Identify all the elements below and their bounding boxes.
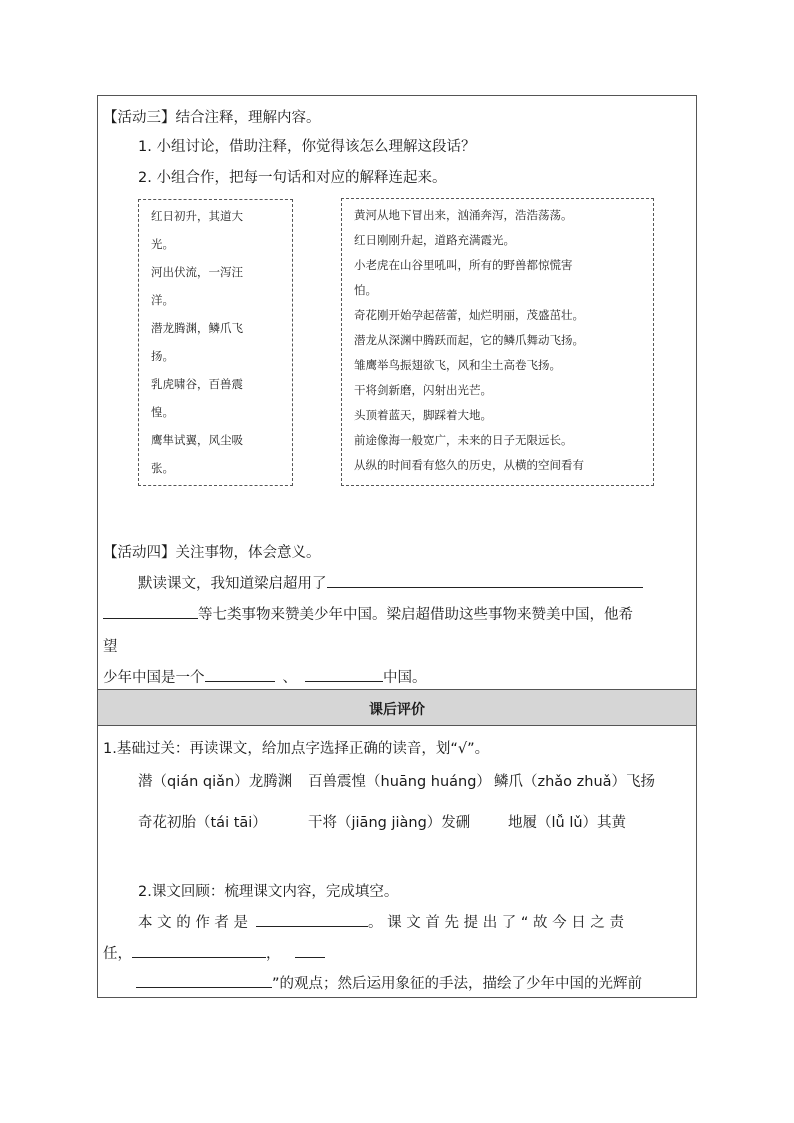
left-line: 乳虎啸谷，百兽震 xyxy=(151,377,243,391)
answer-blank[interactable] xyxy=(132,943,266,958)
answer-blank[interactable] xyxy=(256,912,368,927)
pinyin-item: 潜（qián qiǎn）龙腾渊 xyxy=(138,774,293,790)
eval-question-2: 2.课文回顾：梳理课文内容，完成填空。 xyxy=(138,884,399,900)
left-line: 光。 xyxy=(151,237,174,251)
section-divider xyxy=(98,725,696,726)
eval-question-1: 1.基础过关：再读课文，给加点字选择正确的读音，划“√”。 xyxy=(103,741,490,757)
pinyin-item: 百兽震惶（huāng huáng） xyxy=(308,774,491,790)
answer-blank[interactable] xyxy=(136,973,272,988)
right-explanation-box xyxy=(341,198,654,486)
right-line: 从纵的时间看有悠久的历史，从横的空间看有 xyxy=(354,458,584,472)
answer-blank[interactable] xyxy=(295,943,325,958)
answer-blank[interactable] xyxy=(305,667,383,682)
activity3-title: 【活动三】结合注释，理解内容。 xyxy=(103,110,321,126)
eval-q2-line-3: ”的观点；然后运用象征的手法，描绘了少年中国的光辉前 xyxy=(136,972,642,993)
right-line: 干将剑新磨，闪射出光芒。 xyxy=(354,383,492,397)
left-line: 惶。 xyxy=(151,405,174,419)
activity3-question-1: 1. 小组讨论，借助注释，你觉得该怎么理解这段话？ xyxy=(138,139,476,155)
right-line: 前途像海一般宽广，未来的日子无限远长。 xyxy=(354,433,573,447)
left-line: 洋。 xyxy=(151,293,174,307)
eval-q2-line-1: 本 文 的 作 者 是 。 课 文 首 先 提 出 了 “ 故 今 日 之 责 xyxy=(138,911,624,932)
eval-q2-line-2: 任， ， xyxy=(103,942,325,963)
activity4-line-1: 默读课文，我知道梁启超用了 xyxy=(138,572,643,593)
right-line: 黄河从地下冒出来，汹涌奔泻，浩浩荡荡。 xyxy=(354,208,573,222)
pinyin-item: 干将（jiāng jiàng）发硎 xyxy=(308,815,471,831)
right-line: 怕。 xyxy=(354,283,377,297)
answer-blank[interactable] xyxy=(205,667,275,682)
left-sentence-box xyxy=(138,199,293,486)
worksheet-table xyxy=(97,95,697,998)
left-line: 张。 xyxy=(151,461,174,475)
left-line: 红日初升，其道大 xyxy=(151,209,243,223)
activity4-line-4: 少年中国是一个 、 中国。 xyxy=(103,666,427,687)
pinyin-item: 奇花初胎（tái tāi） xyxy=(138,815,267,831)
left-line: 扬。 xyxy=(151,349,174,363)
activity4-line-3: 望 xyxy=(103,639,118,655)
pinyin-item: 地履（lǚ lǔ）其黄 xyxy=(508,815,627,831)
right-line: 头顶着蓝天，脚踩着大地。 xyxy=(354,408,492,422)
answer-blank[interactable] xyxy=(103,604,198,619)
right-line: 潜龙从深渊中腾跃而起，它的鳞爪舞动飞扬。 xyxy=(354,333,584,347)
right-line: 红日刚刚升起，道路充满霞光。 xyxy=(354,233,515,247)
right-line: 小老虎在山谷里吼叫，所有的野兽都惊慌害 xyxy=(354,258,573,272)
pinyin-item: 鳞爪（zhǎo zhuǎ）飞扬 xyxy=(494,774,656,790)
left-line: 潜龙腾渊，鳞爪飞 xyxy=(151,321,243,335)
left-line: 河出伏流，一泻汪 xyxy=(151,265,243,279)
section-header-title: 课后评价 xyxy=(369,702,425,718)
activity4-line-2: 等七类事物来赞美少年中国。梁启超借助这些事物来赞美中国，他希 xyxy=(103,603,633,624)
activity4-title: 【活动四】关注事物，体会意义。 xyxy=(103,545,321,561)
left-line: 鹰隼试翼，风尘吸 xyxy=(151,433,243,447)
answer-blank[interactable] xyxy=(327,573,643,588)
section-header xyxy=(98,690,696,725)
right-line: 奇花刚开始孕起蓓蕾，灿烂明丽，茂盛茁壮。 xyxy=(354,308,584,322)
activity3-question-2: 2. 小组合作，把每一句话和对应的解释连起来。 xyxy=(138,170,447,186)
right-line: 雏鹰举鸟振翅欲飞，风和尘土高卷飞扬。 xyxy=(354,358,561,372)
